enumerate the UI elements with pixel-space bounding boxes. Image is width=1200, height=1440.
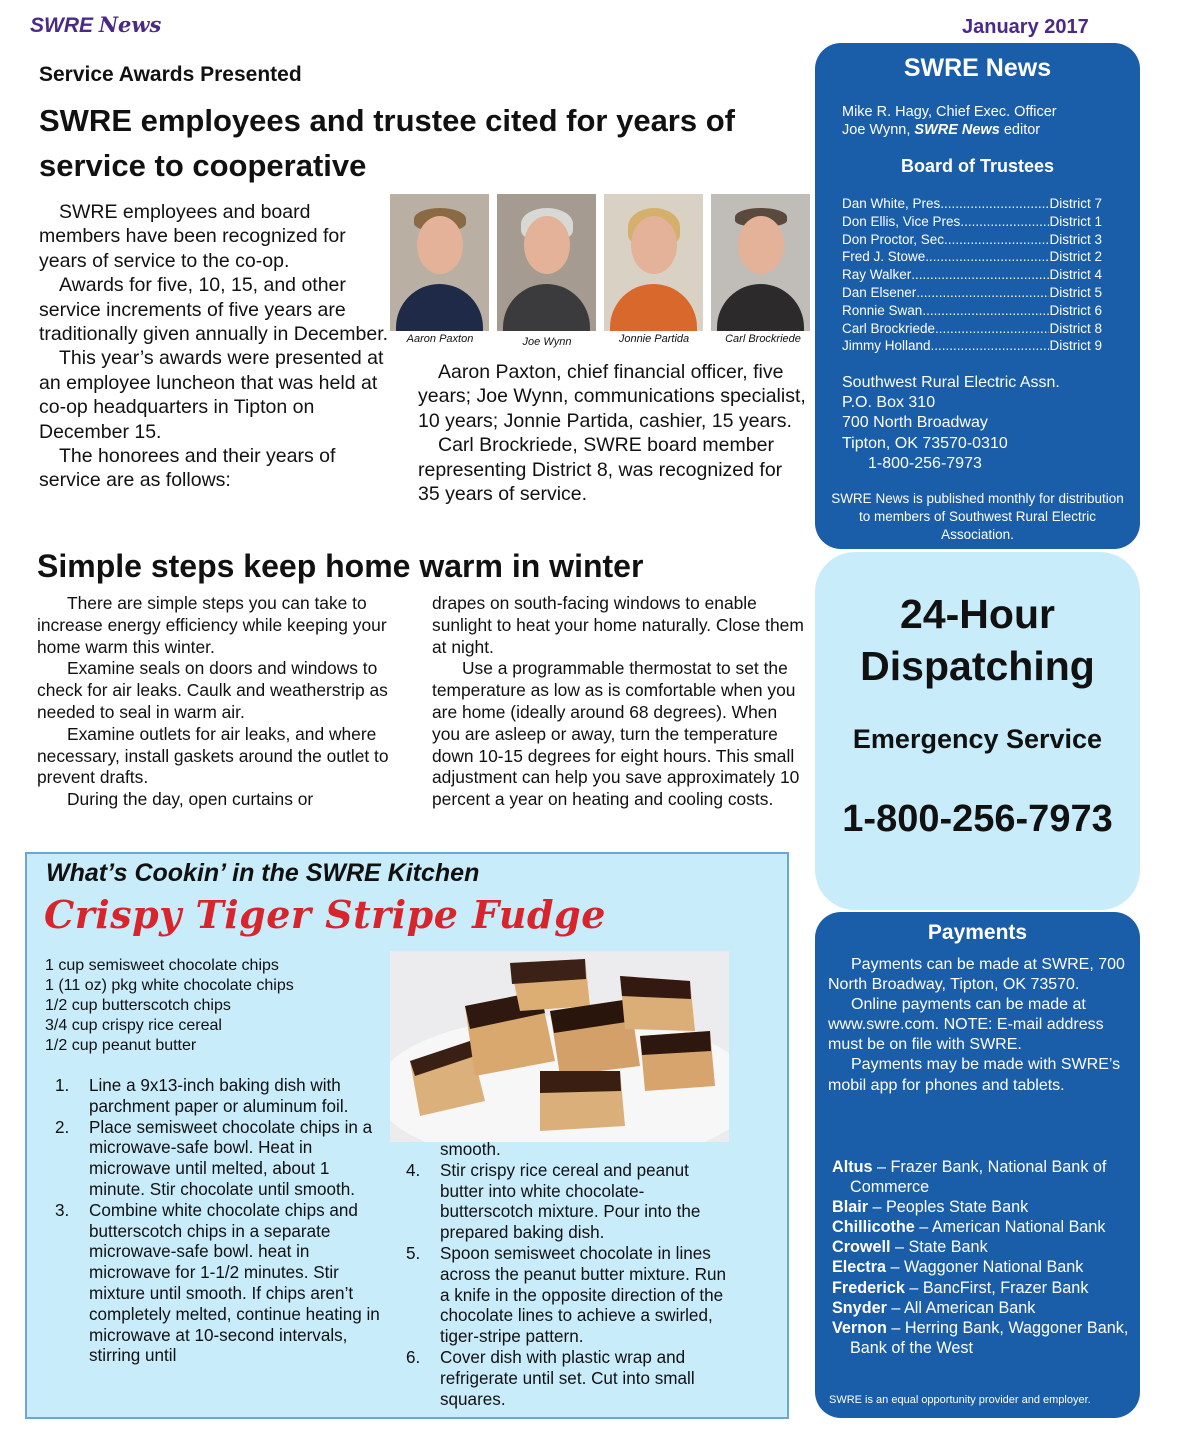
bank-item xyxy=(832,1237,1132,1257)
step-number: 6. xyxy=(406,1347,421,1367)
step-text: Stir crispy rice cereal and peanut butter into white chocolate-butterscotch mixture. Pour into the prepared baking dish. xyxy=(440,1160,701,1243)
bank-item xyxy=(832,1298,1132,1318)
equal-opportunity-note: SWRE is an equal opportunity provider and employer. xyxy=(829,1394,1091,1406)
recipe-name: Crispy Tiger Stripe Fudge xyxy=(44,892,606,937)
office-phone: 1-800-256-7973 xyxy=(868,454,982,472)
bank-names: – All American Bank xyxy=(886,1298,1036,1317)
photo-caption: Jonnie Partida xyxy=(618,333,690,345)
trustee-district: District 7 xyxy=(1049,196,1102,211)
trustee-name: Dan White, Pres. xyxy=(842,196,945,211)
staff-list xyxy=(842,103,1057,139)
bank-town: Chillicothe xyxy=(832,1218,915,1237)
fudge-photo xyxy=(390,951,729,1142)
fudge-illustration xyxy=(390,951,729,1142)
trustee-district: District 9 xyxy=(1049,338,1102,354)
sidebar-news-box xyxy=(815,43,1140,549)
staff-line xyxy=(842,121,1057,139)
recipe-step xyxy=(45,1201,385,1367)
trustee-district: District 2 xyxy=(1049,249,1102,265)
step-number: 3. xyxy=(55,1200,70,1220)
trustee-row xyxy=(842,195,1102,213)
bank-names: – Frazer Bank, National Bank of Commerce xyxy=(850,1158,1107,1197)
step-number: 2. xyxy=(55,1117,70,1137)
step-text: Combine white chocolate chips and butterscotch chips in a separate microwave-safe bowl. heat in microwave for 1-1/2 minutes. Stir mixture until smooth. If chips aren’t completely melted, continue heating in microwave at 10-second intervals, stirring until xyxy=(89,1200,380,1366)
trustee-row xyxy=(842,302,1102,320)
article2-paragraph: During the day, open curtains or xyxy=(67,789,314,810)
payments-paragraph: Online payments can be made at www.swre.com. NOTE: E-mail address must be on file with SWRE. xyxy=(828,996,1104,1054)
article1-kicker: Service Awards Presented xyxy=(39,63,302,86)
bank-town: Electra xyxy=(832,1258,886,1277)
ingredient-item: 1/2 cup butterscotch chips xyxy=(45,997,231,1015)
article2-paragraph: Examine outlets for air leaks, and where necessary, install gaskets around the outlet to prevent drafts. xyxy=(37,723,389,788)
bank-item xyxy=(832,1157,1132,1197)
kitchen-title: What’s Cookin’ in the SWRE Kitchen xyxy=(46,859,480,887)
ingredient-item: 3/4 cup crispy rice cereal xyxy=(45,1017,222,1035)
step-number: 1. xyxy=(55,1076,70,1095)
address-line: Southwest Rural Electric Assn. xyxy=(842,374,1060,391)
bank-item xyxy=(832,1278,1132,1298)
dispatch-box xyxy=(815,552,1140,910)
staff-publication: SWRE News xyxy=(914,122,1000,138)
trustee-district: District 1 xyxy=(1049,213,1102,229)
article2-paragraph: drapes on south-facing windows to enable sunlight to heat your home naturally. Close them at night. xyxy=(432,593,804,657)
bank-item xyxy=(832,1217,1132,1237)
bank-item xyxy=(832,1257,1132,1277)
ingredient-item: 1 cup semisweet chocolate chips xyxy=(45,957,279,974)
sidebar-news-title: SWRE News xyxy=(903,54,1052,82)
photo-aaron-paxton xyxy=(390,194,489,331)
trustee-district: District 4 xyxy=(1049,267,1102,283)
bank-names: – Herring Bank, Waggoner Bank, Bank of the West xyxy=(850,1318,1129,1357)
photo-jonnie-partida xyxy=(604,194,703,331)
bank-town: Altus xyxy=(832,1158,873,1176)
staff-line: Mike R. Hagy, Chief Exec. Officer xyxy=(842,104,1057,120)
trustees-list xyxy=(842,195,1102,355)
steps-list-left xyxy=(45,1076,385,1367)
step-text: smooth. xyxy=(440,1140,501,1159)
step-text: Spoon semisweet chocolate in lines across the peanut butter mixture. Run a knife in the opposite direction of the chocolate lines to achieve a swirled, tiger-stripe pattern. xyxy=(440,1243,726,1347)
bank-town: Blair xyxy=(832,1198,868,1217)
trustee-row xyxy=(842,231,1102,249)
masthead-news-script: News xyxy=(98,12,162,37)
trustee-name: Ronnie Swan xyxy=(842,302,923,318)
bank-names: – American National Bank xyxy=(914,1218,1106,1237)
recipe-step xyxy=(45,1118,385,1201)
payments-paragraph: Payments may be made with SWRE’s mobil app for phones and tablets. xyxy=(828,1056,1121,1094)
steps-list-right xyxy=(396,1140,736,1410)
article2-paragraph: Examine seals on doors and windows to check for air leaks. Caulk and weatherstrip as needed to seal in warm air. xyxy=(37,658,388,722)
address-line: 700 North Broadway xyxy=(842,414,988,432)
address-line: Tipton, OK 73570-0310 xyxy=(842,434,1008,452)
kitchen-box xyxy=(25,852,789,1419)
trustee-name: Ray Walker xyxy=(842,267,912,283)
bank-item xyxy=(832,1318,1132,1358)
trustee-district: District 8 xyxy=(1049,320,1102,336)
bank-names: – BancFirst, Frazer Bank xyxy=(904,1278,1089,1297)
honorees-paragraph: Aaron Paxton, chief financial officer, five years; Joe Wynn, communications specialist, 10 years; Jonnie Partida, cashier, 15 years. xyxy=(418,361,806,432)
trustee-row xyxy=(842,284,1102,302)
payments-info xyxy=(828,955,1138,1096)
emergency-label: Emergency Service xyxy=(852,724,1103,754)
mailing-address xyxy=(842,373,1060,474)
article1-paragraph: This year’s awards were presented at an employee luncheon that was held at co-op headquarters in Tipton on December 15. xyxy=(39,347,384,443)
trustee-row xyxy=(842,337,1102,355)
trustee-name: Don Proctor, Sec. xyxy=(842,231,948,247)
recipe-step xyxy=(396,1244,736,1348)
trustee-row xyxy=(842,213,1102,231)
photo-carl-brockriede xyxy=(711,194,810,331)
step-text: Line a 9x13-inch baking dish with parchment paper or aluminum foil. xyxy=(89,1076,349,1116)
recipe-step-continuation xyxy=(396,1140,736,1161)
masthead-title xyxy=(30,12,161,38)
trustee-name: Dan Elsener xyxy=(842,284,917,300)
payments-paragraph: Payments can be made at SWRE, 700 North Broadway, Tipton, OK 73570. xyxy=(828,956,1125,994)
bank-town: Crowell xyxy=(832,1238,891,1257)
honorees-paragraph: Carl Brockriede, SWRE board member representing District 8, was recognized for 35 years of service. xyxy=(418,434,783,506)
bank-item xyxy=(832,1197,1132,1217)
photo-caption: Carl Brockriede xyxy=(725,333,801,345)
bank-names: – Peoples State Bank xyxy=(868,1198,1029,1217)
photo-caption: Aaron Paxton xyxy=(406,333,474,345)
step-number: 4. xyxy=(406,1160,421,1180)
masthead-name: SWRE xyxy=(30,14,93,37)
step-text: Place semisweet chocolate chips in a microwave-safe bowl. Heat in microwave until melted, about 1 minute. Stir chocolate until smooth. xyxy=(89,1117,373,1199)
step-text: Cover dish with plastic wrap and refrigerate until set. Cut into small squares. xyxy=(440,1347,695,1409)
staff-role: editor xyxy=(999,122,1041,138)
ingredient-item: 1 (11 oz) pkg white chocolate chips xyxy=(45,977,294,995)
trustee-name: Jimmy Holland xyxy=(842,338,931,354)
recipe-step xyxy=(45,1076,385,1118)
staff-name: Joe Wynn, xyxy=(842,122,915,138)
trustee-district: District 3 xyxy=(1049,231,1102,247)
ingredient-item: 1/2 cup peanut butter xyxy=(45,1037,197,1055)
trustee-row xyxy=(842,266,1102,284)
step-number: 5. xyxy=(406,1243,421,1263)
address-line: P.O. Box 310 xyxy=(842,394,936,412)
issue-date: January 2017 xyxy=(962,16,1089,38)
article2-paragraph: Use a programmable thermostat to set the temperature as low as is comfortable when you are home (ideally around 68 degrees). When you are asleep or away, turn the temperature down 10-15 degrees for eight hours. This small adjustment can help you save approximately 10 percent a year on heating and cooling costs. xyxy=(432,658,800,810)
bank-town: Vernon xyxy=(832,1318,887,1337)
board-title: Board of Trustees xyxy=(900,156,1055,176)
trustee-district: District 6 xyxy=(1049,302,1102,318)
article1-body xyxy=(39,200,391,493)
trustee-row xyxy=(842,248,1102,266)
article1-paragraph: Awards for five, 10, 15, and other service increments of five years are traditionally given annually in December. xyxy=(39,274,389,346)
publication-note: SWRE News is published monthly for distribution to members of Southwest Rural Electric Association. xyxy=(831,491,1124,542)
photo-caption: Joe Wynn xyxy=(522,336,572,348)
article2-right-column xyxy=(432,593,807,811)
article1-honorees xyxy=(418,360,808,506)
article1-headline: SWRE employees and trustee cited for years of service to cooperative xyxy=(39,103,735,183)
recipe-step xyxy=(396,1348,736,1410)
photo-joe-wynn xyxy=(497,194,596,331)
trustee-district: District 5 xyxy=(1049,284,1102,300)
article1-paragraph: SWRE employees and board members have been recognized for years of service to the co-op. xyxy=(39,201,346,272)
bank-town: Frederick xyxy=(832,1278,905,1297)
trustee-name: Don Ellis, Vice Pres. xyxy=(842,213,965,229)
payments-box xyxy=(815,912,1140,1418)
article1-paragraph: The honorees and their years of service are as follows: xyxy=(39,445,336,492)
article2-headline: Simple steps keep home warm in winter xyxy=(37,548,644,584)
bank-names: – Waggoner National Bank xyxy=(886,1258,1084,1277)
trustee-name: Carl Brockriede xyxy=(842,320,936,336)
trustee-row xyxy=(842,320,1102,338)
article2-paragraph: There are simple steps you can take to increase energy efficiency while keeping your home warm this winter. xyxy=(37,593,387,657)
dispatch-title: 24-Hour Dispatching xyxy=(860,591,1095,689)
trustee-name: Fred J. Stowe xyxy=(842,249,926,265)
ingredients-list xyxy=(45,956,385,1056)
bank-names: – State Bank xyxy=(890,1238,988,1257)
bank-town: Snyder xyxy=(832,1298,887,1317)
bank-list xyxy=(832,1157,1132,1358)
emergency-phone: 1-800-256-7973 xyxy=(842,798,1113,840)
recipe-step xyxy=(396,1161,736,1244)
article2-left-column xyxy=(37,593,407,811)
payments-title: Payments xyxy=(927,921,1028,944)
